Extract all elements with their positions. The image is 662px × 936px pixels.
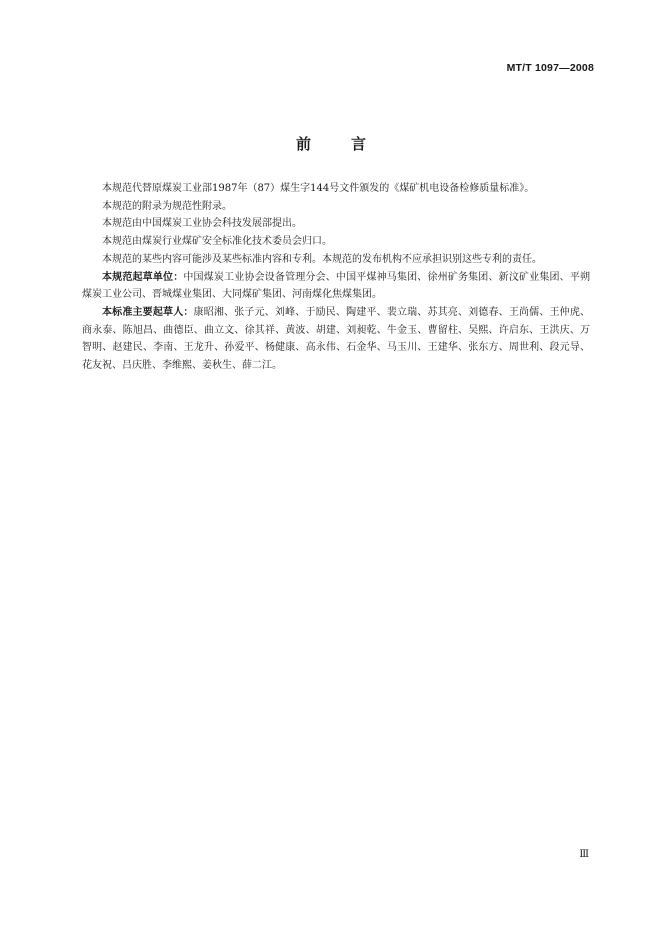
paragraph-replaces: 本规范代替原煤炭工业部1987年（87）煤生字144号文件颁发的《煤矿机电设备检修质量标准》。 bbox=[102, 183, 535, 194]
drafting-units-text: 中国煤炭工业协会设备管理分会、中国平煤神马集团、徐州矿务集团、新汶矿业集团、平朔煤炭工业公司、晋城煤业集团、大同煤矿集团、河南煤化焦煤集团。 bbox=[82, 271, 591, 301]
paragraph-patent-notice: 本规范的某些内容可能涉及某些标准内容和专利。本规范的发布机构不应承担识别这些专利的责任。 bbox=[102, 253, 542, 265]
main-drafters-text: 康昭湘、张子元、刘峰、于励民、陶建平、裴立瑞、苏其亮、刘德春、王尚儒、王仲虎、商永泰、陈旭昌、曲德臣、曲立文、徐其祥、黄波、胡建、刘昶乾、牛金玉、曹留柱、吴熙、许启东、王洪庆、万智明、赵建民、李南、王龙升、孙爱平、杨健康、高永伟、石金华、马玉川、王建华、张东方、周世利、段元导、花友祝、吕庆胜、李维熙、姜秋生、薛二江。 bbox=[82, 306, 591, 372]
main-drafters-label: 本标准主要起草人： bbox=[102, 306, 194, 318]
page-title: 前言 bbox=[295, 135, 406, 153]
paragraph-appendix: 本规范的附录为规范性附录。 bbox=[102, 200, 232, 212]
paragraph-proposed-by: 本规范由中国煤炭工业协会科技发展部提出。 bbox=[102, 218, 302, 230]
paragraph-main-drafters bbox=[82, 304, 590, 375]
drafting-units-label: 本规范起草单位： bbox=[102, 271, 184, 283]
paragraph-centralized-by: 本规范由煤炭行业煤矿安全标准化技术委员会归口。 bbox=[102, 236, 332, 248]
foreword-body bbox=[82, 180, 590, 375]
standard-code: MT/T 1097—2008 bbox=[506, 62, 594, 74]
paragraph-drafting-units bbox=[82, 269, 590, 304]
page-number: Ⅲ bbox=[579, 849, 589, 860]
